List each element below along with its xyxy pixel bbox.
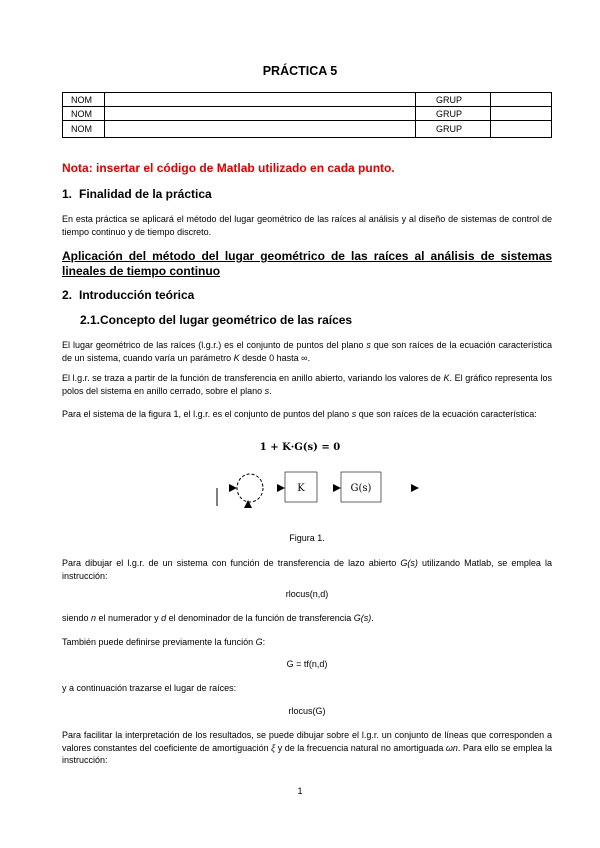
block-diagram (205, 466, 435, 512)
student-name-table (62, 92, 552, 138)
main-heading-line1: Aplicación del método del lugar geométrico de las raíces al análisis de sistemas (62, 249, 552, 263)
plant-block-label: G(s) (350, 483, 372, 494)
main-heading-line2: lineales de tiempo continuo (62, 263, 221, 278)
code-rlocus-g: rlocus(G) (288, 706, 326, 716)
paragraph-num-den: siendo n el numerador y d el denominador de la función de transferencia G(s). (62, 613, 374, 623)
matlab-note: Nota: insertar el código de Matlab utilizado en cada punto. (62, 161, 395, 175)
grup-label: GRUP (416, 107, 491, 121)
output-arrow-icon (411, 484, 419, 492)
section-number: 1. (62, 187, 73, 201)
paragraph-lgr-trace: El l.g.r. se traza a partir de la función de transferencia en anillo abierto, variando los valores de K. El gráfico representa los polos del sistema en anillo cerrado, sobre el plano s. (62, 373, 552, 396)
page-number: 1 (297, 786, 303, 796)
grup-field[interactable] (491, 93, 552, 107)
section-number: 2.1. (80, 313, 101, 327)
section-number: 2. (62, 288, 73, 302)
characteristic-equation: 1 + K·G(s) = 0 (259, 442, 341, 453)
section-2-heading (62, 288, 194, 302)
section-title: Introducción teórica (79, 288, 195, 302)
section-title: Finalidad de la práctica (79, 187, 212, 201)
nom-label: NOM (63, 121, 105, 138)
arrow-icon (229, 484, 237, 492)
table-row (63, 107, 552, 121)
main-heading (62, 249, 552, 278)
code-rlocus-nd: rlocus(n,d) (285, 589, 329, 599)
table-row (63, 121, 552, 138)
grup-label: GRUP (416, 93, 491, 107)
nom-label: NOM (63, 107, 105, 121)
section-1-body: En esta práctica se aplicará el método del lugar geométrico de las raíces al análisis y al diseño de sistemas de control de tiempo continuo y de tiempo discreto. (62, 214, 552, 237)
grup-field[interactable] (491, 107, 552, 121)
nom-field[interactable] (105, 93, 416, 107)
nom-field[interactable] (105, 107, 416, 121)
grup-label: GRUP (416, 121, 491, 138)
code-tf: G = tf(n,d) (286, 659, 328, 669)
page-title: PRÁCTICA 5 (262, 64, 338, 78)
section-1-heading (62, 187, 212, 201)
nom-field[interactable] (105, 121, 416, 138)
paragraph-define-g: También puede definirse previamente la función G: (62, 637, 266, 647)
arrow-icon (333, 484, 341, 492)
paragraph-figure-ref: Para el sistema de la figura 1, el l.g.r. es el conjunto de puntos del plano s que son raíces de la ecuación característica: (62, 409, 537, 419)
figure-caption: Figura 1. (289, 533, 325, 543)
paragraph-rlocus-intro: Para dibujar el l.g.r. de un sistema con función de transferencia de lazo abierto G(s) utilizando Matlab, se emplea la instrucción: (62, 558, 553, 581)
paragraph-lgr-definition: El lugar geométrico de las raíces (l.g.r.) es el conjunto de puntos del plano s que son raíces de la ecuación característica de un sistema, cuando varía un parámetro K desde 0 hasta ∞. (62, 340, 552, 363)
summing-junction-icon (237, 474, 263, 502)
section-title: Concepto del lugar geométrico de las raíces (100, 313, 353, 327)
grup-field[interactable] (491, 121, 552, 138)
paragraph-damping-lines: Para facilitar la interpretación de los resultados, se puede dibujar sobre el l.g.r. un conjunto de líneas que corresponden a valores constantes del coeficiente de amortiguación ξ y de la frecuencia natural no amortiguada ωn. Para ello se emplea la instrucción: (62, 730, 552, 765)
section-2-1-heading (80, 313, 352, 327)
gain-block-label: K (297, 483, 305, 494)
nom-label: NOM (63, 93, 105, 107)
table-row (63, 93, 552, 107)
arrow-icon (277, 484, 285, 492)
paragraph-then-plot: y a continuación trazarse el lugar de raíces: (62, 683, 237, 693)
